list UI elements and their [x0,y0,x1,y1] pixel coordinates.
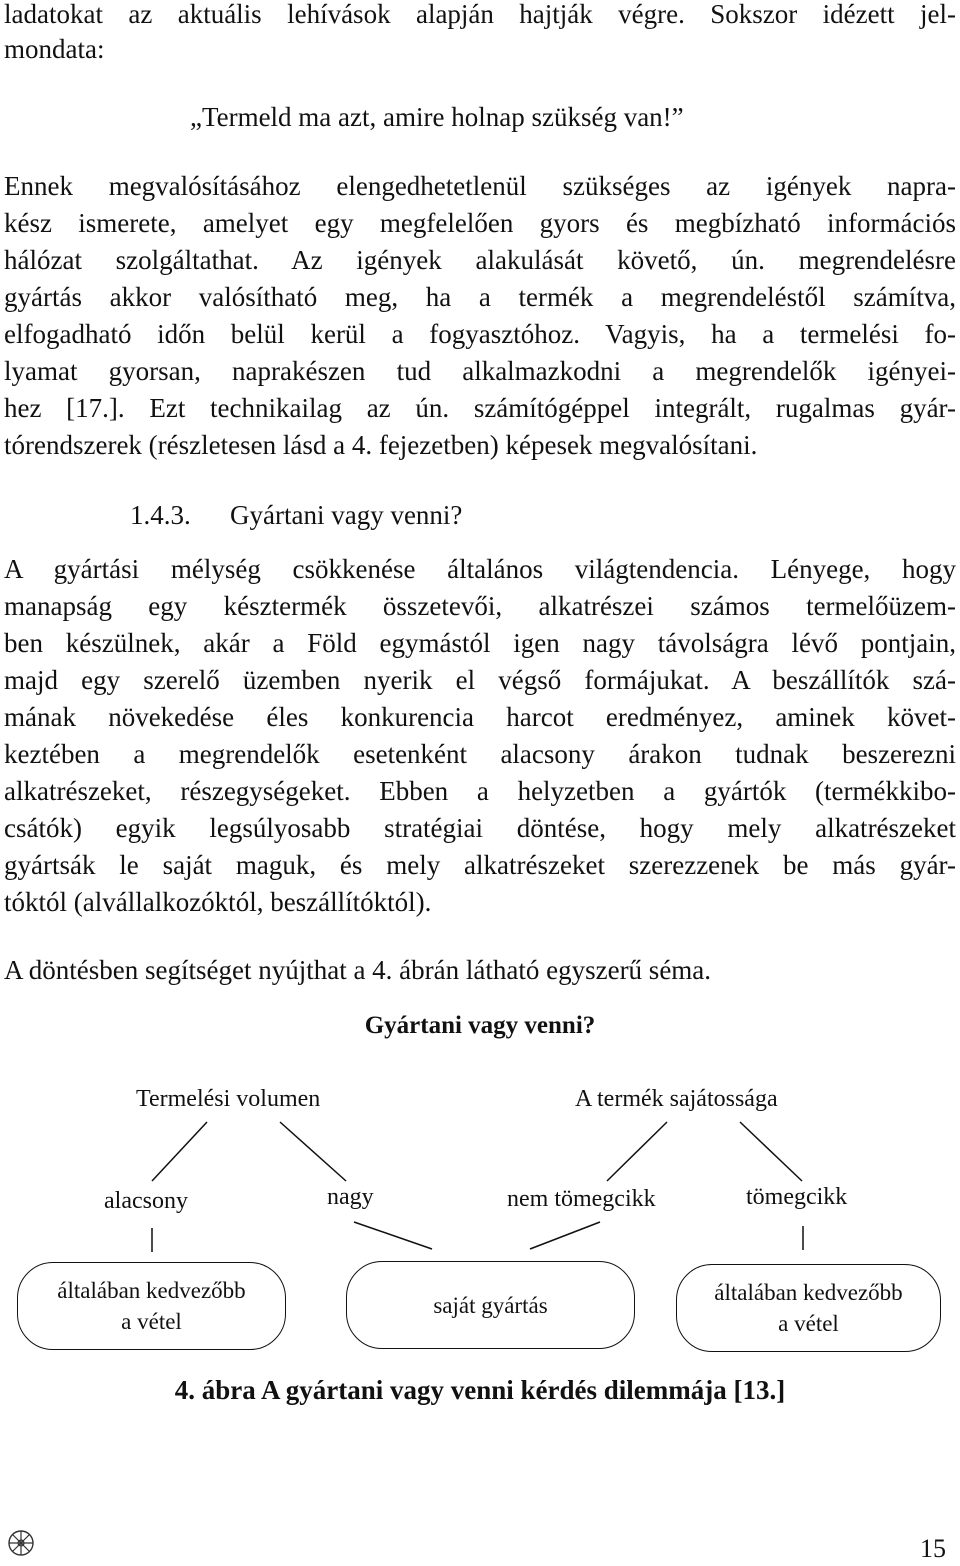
connector-line [740,1122,802,1181]
outcome-box-make [346,1261,635,1349]
wheel-logo-icon [6,1528,36,1558]
box-text-line: általában kedvezőbb [57,1278,246,1303]
section-number: 1.4.3. [130,500,191,530]
text-line: gyártsák le saját maguk, és mely alkatrészeket szerezzenek be más gyár- [4,850,956,880]
text-line: manapság egy késztermék összetevői, alkatrészei számos termelőüzem- [4,591,956,621]
box-text-line: a vétel [778,1311,839,1336]
text-line: mondata: [4,34,105,64]
box-text-line: a vétel [121,1309,182,1334]
text-line: elfogadható időn belül kerül a fogyasztóhoz. Vagyis, ha a termelési fo- [4,319,956,349]
right-root-label: A termék sajátossága [575,1086,778,1112]
connector-line [530,1222,600,1249]
text-line: hez [17.]. Ezt technikailag az ún. számítógéppel integrált, rugalmas gyár- [4,393,956,423]
text-line: gyártás akkor valósítható meg, ha a termék a megrendeléstől számítva, [4,282,956,312]
text-line: Ennek megvalósításához elengedhetetlenül szükséges az igények napra- [4,171,956,201]
text-line: csátók) egyik legsúlyosabb stratégiai döntése, hogy mely alkatrészeket [4,813,956,843]
text-line: tórendszerek (részletesen lásd a 4. fejezetben) képesek megvalósítani. [4,430,758,460]
quote: „Termeld ma azt, amire holnap szükség van!” [190,102,684,132]
text-line: majd egy szerelő üzemben nyerik el végső formájukat. A beszállítók szá- [4,665,956,695]
text-line: mának növekedése éles konkurencia harcot eredményez, aminek követ- [4,702,956,732]
text-line: A döntésben segítséget nyújthat a 4. ábrán látható egyszerű séma. [4,955,712,985]
text-line: A gyártási mélység csökkenése általános világtendencia. Lényege, hogy [4,554,956,584]
text-line: ladatokat az aktuális lehívások alapján hajtják végre. Sokszor idézett jel- [4,0,956,29]
text-line: kész ismerete, amelyet egy megfelelően gyors és megbízható információs [4,208,956,238]
box-text-line: általában kedvezőbb [714,1280,903,1305]
connector-line [354,1222,432,1249]
outcome-box-buy-left [17,1262,286,1350]
leaf-label-low: alacsony [104,1188,188,1214]
diagram-title: Gyártani vagy venni? [364,1012,596,1039]
box-text-line: saját gyártás [433,1292,548,1318]
outcome-box-buy-right [676,1264,941,1352]
text-line: alkatrészeket, részegységeket. Ebben a helyzetben a gyártók (termékkibo- [4,776,956,806]
text-line: keztében a megrendelők esetenként alacsony árakon tudnak beszerezni [4,739,956,769]
connector-line [280,1122,346,1181]
leaf-label-high: nagy [327,1184,374,1210]
connector-line [607,1122,667,1181]
left-root-label: Termelési volumen [136,1086,321,1112]
connector-line [152,1122,207,1181]
text-line: lyamat gyorsan, naprakészen tud alkalmazkodni a megrendelők igényei- [4,356,956,386]
section-title: Gyártani vagy venni? [230,500,463,530]
text-line: hálózat szolgáltathat. Az igények alakulását követő, ún. megrendelésre [4,245,956,275]
page-number: 15 [920,1534,946,1563]
leaf-label-commodity: tömegcikk [746,1184,848,1210]
text-line: ben készülnek, akár a Föld egymástól igen nagy távolságra lévő pontjain, [4,628,956,658]
figure-caption: 4. ábra A gyártani vagy venni kérdés dilemmája [13.] [174,1375,786,1405]
text-line: tóktól (alvállalkozóktól, beszállítóktól). [4,887,432,917]
leaf-label-non-commodity: nem tömegcikk [507,1186,656,1212]
